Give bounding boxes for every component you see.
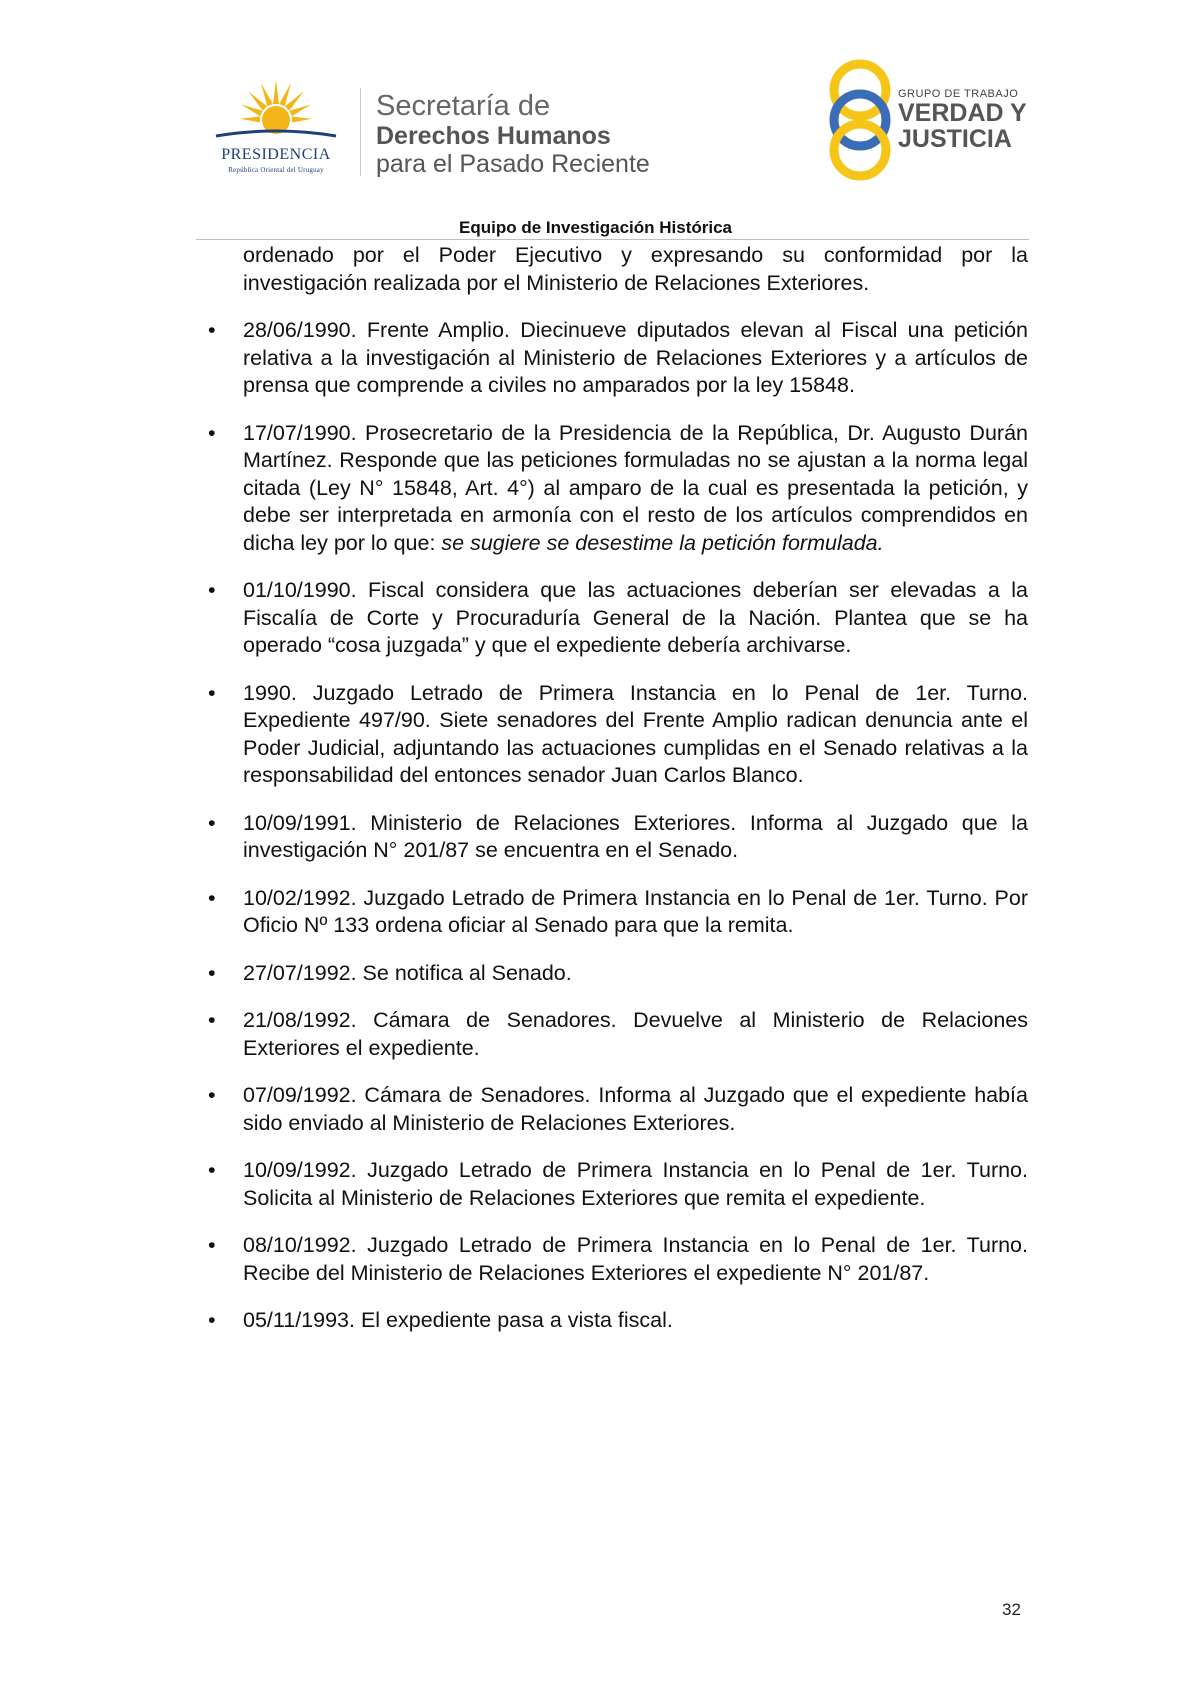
item-text: 28/06/1990. Frente Amplio. Diecinueve diputados elevan al Fiscal una petición relativa a la investigación al Ministerio de Relaciones Exteriores y a artículos de prensa que comprende a civiles no amparados por la ley 15848.: [243, 318, 1028, 397]
list-item: [208, 885, 1028, 940]
item-text: 07/09/1992. Cámara de Senadores. Informa al Juzgado que el expediente había sido enviado al Ministerio de Relaciones Exteriores.: [243, 1083, 1028, 1135]
bullet-icon: •: [208, 420, 216, 445]
bullet-icon: •: [208, 810, 216, 835]
list-item: [208, 680, 1028, 790]
verdad-justicia-text: [898, 88, 1027, 152]
secretaria-line1: Secretaría de: [376, 90, 551, 122]
vyj-line1: GRUPO DE TRABAJO: [898, 88, 1019, 100]
bullet-icon: •: [208, 885, 216, 910]
list-item: [208, 577, 1028, 660]
presidencia-subtitle: República Oriental del Uruguay: [228, 166, 324, 174]
list-item: [208, 1082, 1028, 1137]
document-body: [208, 242, 1028, 1355]
presidencia-wordmark: PRESIDENCIA: [221, 146, 331, 163]
list-item: [208, 1157, 1028, 1212]
item-text: 21/08/1992. Cámara de Senadores. Devuelve al Ministerio de Relaciones Exteriores el expediente.: [243, 1008, 1028, 1060]
list-item: [208, 420, 1028, 558]
bullet-icon: •: [208, 578, 216, 602]
item-text: 17/07/1990. Prosecretario de la Presidencia de la República, Dr. Augusto Durán Martínez. Responde que las peticiones formuladas no se ajustan a la norma legal citada (Ley N° 15848, Art. 4°) al amparo de la cual es presentada la petición, y debe ser interpretada en armonía con el resto de los artículos comprendidos en dicha ley por lo que:: [243, 420, 1028, 555]
bullet-icon: •: [208, 1233, 216, 1257]
page-number: 32: [1002, 1600, 1021, 1619]
header-rule: [196, 239, 1029, 240]
item-text: 10/09/1991. Ministerio de Relaciones Exteriores. Informa al Juzgado que la investigación N° 201/87 se encuentra en el Senado.: [243, 810, 1028, 862]
list-item: [208, 1307, 1028, 1335]
secretaria-line2: Derechos Humanos: [376, 122, 611, 150]
item-text: 05/11/1993. El expediente pasa a vista fiscal.: [243, 1308, 673, 1332]
item-text: 01/10/1990. Fiscal considera que las actuaciones deberían ser elevadas a la Fiscalía de Corte y Procuraduría General de la Nación. Plantea que se ha operado “cosa juzgada” y que el expediente debería archivarse.: [243, 578, 1028, 657]
bullet-icon: •: [208, 1158, 216, 1182]
sun-icon: [196, 78, 356, 148]
page-header: [0, 0, 1191, 240]
bullet-icon: •: [208, 318, 216, 342]
list-item: [208, 1232, 1028, 1287]
item-text: 10/09/1992. Juzgado Letrado de Primera Instancia en lo Penal de 1er. Turno. Solicita al Ministerio de Relaciones Exteriores que remita el expediente.: [243, 1158, 1028, 1210]
continuation-paragraph: ordenado por el Poder Ejecutivo y expresando su conformidad por la investigación realizada por el Ministerio de Relaciones Exteriores.: [243, 243, 1028, 295]
bullet-icon: •: [208, 680, 216, 705]
secretaria-logo-text: [376, 90, 650, 178]
item-text: 1990. Juzgado Letrado de Primera Instancia en lo Penal de 1er. Turno. Expediente 497/90. Siete senadores del Frente Amplio radican denuncia ante el Poder Judicial, adjuntando las actuaciones cumplidas en el Senado relativas a la responsabilidad del entonces senador Juan Carlos Blanco.: [243, 680, 1028, 787]
list-item: [208, 810, 1028, 865]
secretaria-line3: para el Pasado Reciente: [376, 150, 650, 178]
presidencia-logo: [196, 78, 356, 178]
item-text: 27/07/1992. Se notifica al Senado.: [243, 960, 572, 985]
bullet-icon: •: [208, 960, 216, 985]
bullet-icon: •: [208, 1308, 216, 1332]
list-item: [208, 317, 1028, 400]
bullet-icon: •: [208, 1083, 216, 1107]
vyj-line2: VERDAD Y: [898, 99, 1027, 127]
bullet-icon: •: [208, 1008, 216, 1032]
item-text: 10/02/1992. Juzgado Letrado de Primera Instancia en lo Penal de 1er. Turno. Por Oficio Nº 133 ordena oficiar al Senado para que la remita.: [243, 885, 1028, 937]
team-title: Equipo de Investigación Histórica: [459, 218, 732, 237]
item-text: 08/10/1992. Juzgado Letrado de Primera Instancia en lo Penal de 1er. Turno. Recibe del Ministerio de Relaciones Exteriores el expediente N° 201/87.: [243, 1233, 1028, 1285]
chronology-list: [208, 317, 1028, 1335]
item-italic: se sugiere se desestime la petición formulada.: [441, 530, 884, 555]
list-item: [208, 1007, 1028, 1062]
list-item: [208, 960, 1028, 988]
header-divider: [360, 88, 361, 176]
vyj-line3: JUSTICIA: [898, 125, 1012, 153]
